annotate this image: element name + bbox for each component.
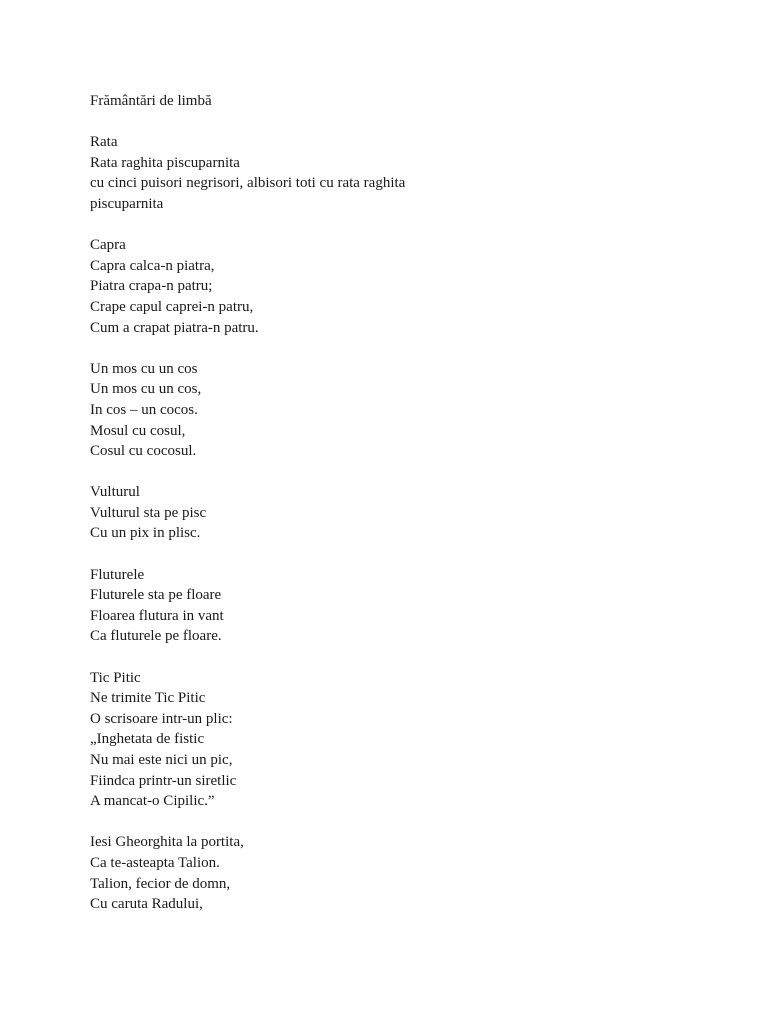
poem-line: Cu caruta Radului,	[90, 896, 203, 913]
poem-capra	[90, 235, 710, 338]
poem-line: Cum a crapat piatra-n patru.	[90, 319, 259, 336]
poem-line: Talion, fecior de domn,	[90, 875, 231, 892]
poem-un-mos	[90, 359, 710, 462]
poem-line: Nu mai este nici un pic,	[90, 752, 233, 768]
poem-heading: Capra	[90, 237, 126, 254]
poem-vulturul	[90, 482, 710, 544]
poem-line: Floarea flutura in vant	[90, 607, 224, 624]
document-title: Frământări de limbă	[90, 93, 212, 109]
poem-rata	[90, 132, 710, 214]
document-page	[90, 91, 710, 935]
poem-line: Cu un pix in plisc.	[90, 525, 201, 542]
poem-line: Mosul cu cosul,	[90, 422, 186, 439]
poem-line: „Inghetata de fistic	[90, 731, 205, 748]
poem-line: Rata raghita piscuparnita	[90, 154, 240, 171]
poem-line: Vulturul sta pe pisc	[90, 504, 207, 521]
poem-heading: Un mos cu un cos	[90, 360, 198, 377]
poem-tic-pitic	[90, 668, 710, 812]
poem-line: Un mos cu un cos,	[90, 381, 202, 398]
poem-line: Fiindca printr-un siretlic	[90, 772, 237, 789]
poem-line: O scrisoare intr-un plic:	[90, 710, 233, 727]
poem-line: Ca te-asteapta Talion.	[90, 854, 220, 871]
poem-line: Capra calca-n piatra,	[90, 257, 215, 274]
poem-line: Ne trimite Tic Pitic	[90, 690, 206, 707]
poem-heading: Rata	[90, 134, 118, 151]
poem-gheorghita	[90, 832, 710, 914]
poem-heading: Vulturul	[90, 484, 140, 501]
poem-line: cu cinci puisori negrisori, albisori toti cu rata raghita piscuparnita	[90, 175, 406, 212]
poem-line: Iesi Gheorghita la portita,	[90, 834, 244, 851]
poem-heading: Tic Pitic	[90, 669, 141, 686]
poem-line: Fluturele sta pe floare	[90, 587, 222, 604]
poem-line: Crape capul caprei-n patru,	[90, 298, 254, 315]
poem-line: In cos – un cocos.	[90, 401, 198, 418]
poem-line: Piatra crapa-n patru;	[90, 278, 213, 295]
poem-heading: Fluturele	[90, 566, 145, 583]
poem-fluturele	[90, 565, 710, 647]
poem-line: A mancat-o Cipilic.”	[90, 793, 215, 810]
poem-line: Ca fluturele pe floare.	[90, 628, 222, 645]
poem-line: Cosul cu cocosul.	[90, 443, 197, 460]
